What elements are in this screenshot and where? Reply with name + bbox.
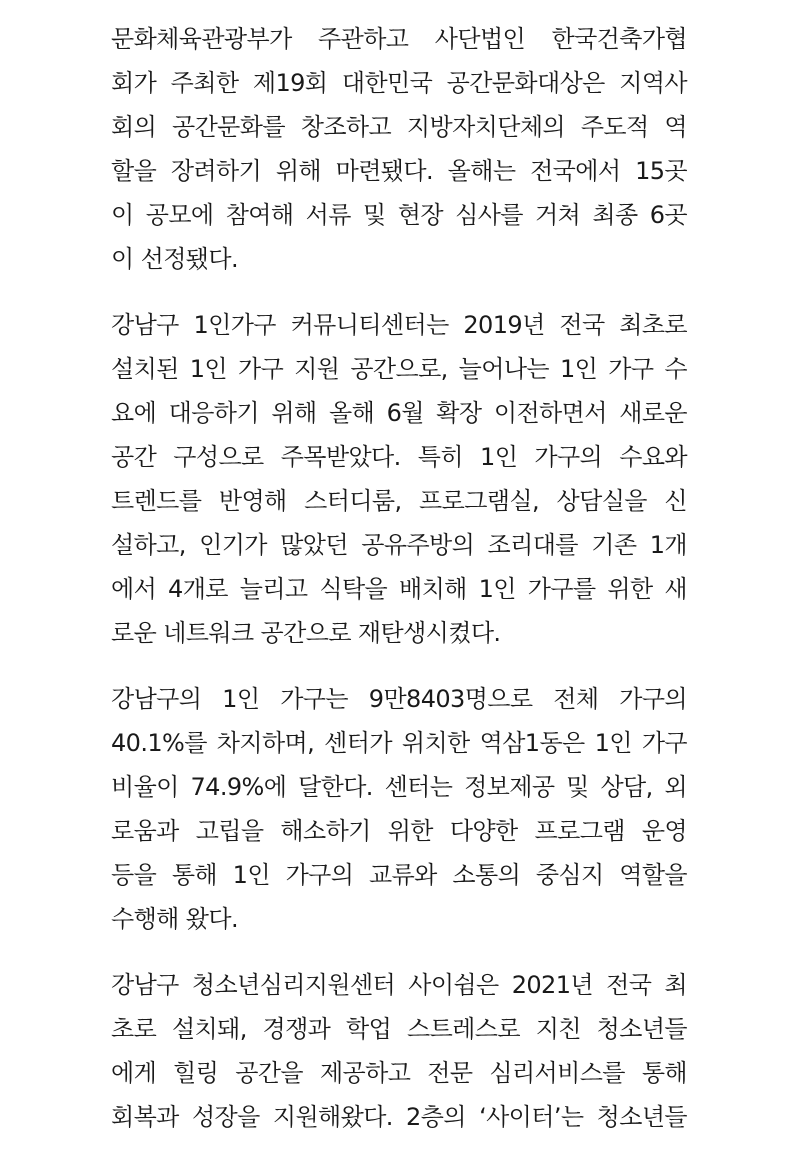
text-line: 이 선정됐다. bbox=[111, 245, 238, 273]
text-line: 초로 설치돼, 경쟁과 학업 스트레스로 지친 청소년들 bbox=[111, 1015, 687, 1043]
text-line: 로운 네트워크 공간으로 재탄생시켰다. bbox=[111, 619, 501, 647]
text-line: 에서 4개로 늘리고 식탁을 배치해 1인 가구를 위한 새 bbox=[111, 575, 687, 603]
text-line: 문화체육관광부가 주관하고 사단법인 한국건축가협 bbox=[111, 25, 687, 53]
article-body bbox=[111, 17, 687, 1161]
paragraph-1 bbox=[111, 17, 687, 281]
text-line: 수행해 왔다. bbox=[111, 905, 238, 933]
text-line: 강남구 1인가구 커뮤니티센터는 2019년 전국 최초로 bbox=[111, 311, 687, 339]
paragraph-3 bbox=[111, 677, 687, 941]
text-line: 설치된 1인 가구 지원 공간으로, 늘어나는 1인 가구 수 bbox=[111, 355, 687, 383]
text-line: 강남구 청소년심리지원센터 사이쉼은 2021년 전국 최 bbox=[111, 971, 687, 999]
text-line: 40.1%를 차지하며, 센터가 위치한 역삼1동은 1인 가구 bbox=[111, 729, 687, 757]
text-line: 회가 주최한 제19회 대한민국 공간문화대상은 지역사 bbox=[111, 69, 687, 97]
paragraph-2 bbox=[111, 303, 687, 655]
text-line: 이 공모에 참여해 서류 및 현장 심사를 거쳐 최종 6곳 bbox=[111, 201, 687, 229]
paragraph-4 bbox=[111, 963, 687, 1139]
text-line: 회복과 성장을 지원해왔다. 2층의 ‘사이터’는 청소년들 bbox=[111, 1103, 687, 1131]
text-line: 요에 대응하기 위해 올해 6월 확장 이전하면서 새로운 bbox=[111, 399, 687, 427]
text-line: 강남구의 1인 가구는 9만8403명으로 전체 가구의 bbox=[111, 685, 687, 713]
text-line: 트렌드를 반영해 스터디룸, 프로그램실, 상담실을 신 bbox=[111, 487, 687, 515]
text-line: 비율이 74.9%에 달한다. 센터는 정보제공 및 상담, 외 bbox=[111, 773, 687, 801]
text-line: 할을 장려하기 위해 마련됐다. 올해는 전국에서 15곳 bbox=[111, 157, 687, 185]
text-line: 공간 구성으로 주목받았다. 특히 1인 가구의 수요와 bbox=[111, 443, 687, 471]
text-line: 에게 힐링 공간을 제공하고 전문 심리서비스를 통해 bbox=[111, 1059, 687, 1087]
text-line: 설하고, 인기가 많았던 공유주방의 조리대를 기존 1개 bbox=[111, 531, 687, 559]
text-line: 로움과 고립을 해소하기 위한 다양한 프로그램 운영 bbox=[111, 817, 687, 845]
text-line: 회의 공간문화를 창조하고 지방자치단체의 주도적 역 bbox=[111, 113, 687, 141]
text-line: 등을 통해 1인 가구의 교류와 소통의 중심지 역할을 bbox=[111, 861, 687, 889]
